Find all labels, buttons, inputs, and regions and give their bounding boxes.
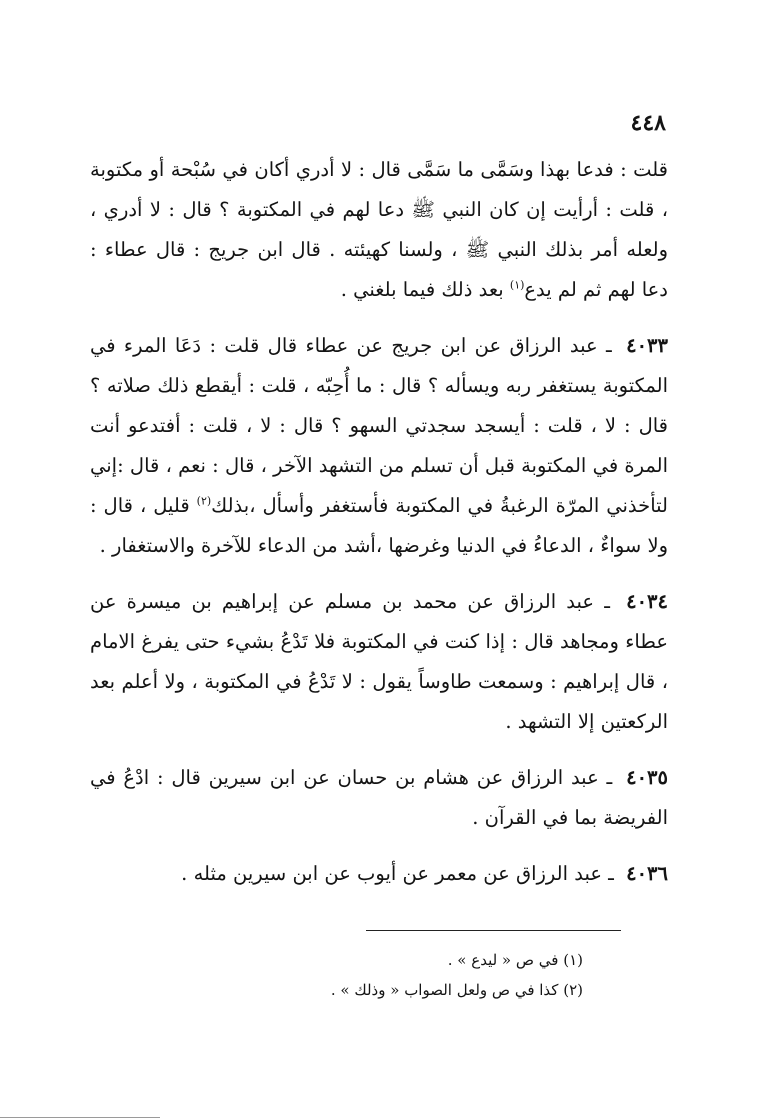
- paragraph-text-after: قليل ، قال : ولا سواءٌ ، الدعاءُ في الدنيا وغرضها ،أشد من الدعاء للآخرة والاستغفار .: [90, 494, 668, 557]
- footnote-2: (٢) كذا في ص ولعل الصواب « وذلك » .: [330, 981, 583, 999]
- main-text: [90, 150, 668, 910]
- paragraph-text: ـ عبد الرزاق عن معمر عن أيوب عن ابن سيرين مثله .: [181, 862, 614, 885]
- hadith-number: ٤٠٣٤: [626, 590, 668, 613]
- paragraph-text: ـ عبد الرزاق عن ابن جريج عن عطاء قال قلت : دَعَا المرء في المكتوبة يستغفر ربه ويسأله ؟ قال : ما أُحِبّه ، قلت : أيقطع ذلك صلاته ؟ قال : لا ، قلت : أيسجد سجدتي السهو ؟ قال : لا ، قلت : أفتدعو أنت المرة في المكتوبة قبل أن تسلم من التشهد الآخر ، قال : نعم ، قال :إني لتأخذني المرّة الرغبةُ في المكتوبة فأستغفر وأسأل ،بذلك: [90, 334, 668, 517]
- hadith-number: ٤٠٣٦: [626, 862, 668, 885]
- paragraph-text: ـ عبد الرزاق عن محمد بن مسلم عن إبراهيم بن ميسرة عن عطاء ومجاهد قال : إذا كنت في المكتوبة فلا تَدْعُ بشيء حتى يفرغ الامام ، قال إبراهيم : وسمعت طاوساً يقول : لا تَدْعُ في المكتوبة ، ولا أعلم بعد الركعتين إلا التشهد .: [90, 590, 668, 733]
- hadith-4034: [90, 582, 668, 742]
- hadith-number: ٤٠٣٣: [626, 334, 668, 357]
- paragraph-text: قلت : فدعا بهذا وسَمَّى ما سَمَّى قال : لا أدري أكان في سُبْحة أو مكتوبة ، قلت : أرأيت إن كان النبي ﷺ دعا لهم في المكتوبة ؟ قال : لا أدري ، ولعله أمر بذلك النبي ﷺ ، ولسنا كهيئته . قال ابن جريج : قال عطاء : دعا لهم ثم لم يدع: [90, 158, 668, 301]
- footnote-marker: (٢): [196, 494, 212, 508]
- paragraph-text-after: بعد ذلك فيما بلغني .: [340, 278, 510, 301]
- hadith-number: ٤٠٣٥: [626, 766, 668, 789]
- paragraph-text: ـ عبد الرزاق عن هشام بن حسان عن ابن سيرين قال : ادْعُ في الفريضة بما في القرآن .: [90, 766, 668, 829]
- page-number: ٤٤٨: [630, 110, 666, 136]
- paragraph-continuation: [90, 150, 668, 310]
- footnote-marker: (١): [509, 278, 525, 292]
- footnote-divider: [366, 930, 621, 931]
- hadith-4033: [90, 326, 668, 566]
- hadith-4035: [90, 758, 668, 838]
- footnotes: [200, 945, 583, 1005]
- hadith-4036: [90, 854, 668, 894]
- footnote-1: (١) في ص « ليدع » .: [447, 951, 583, 969]
